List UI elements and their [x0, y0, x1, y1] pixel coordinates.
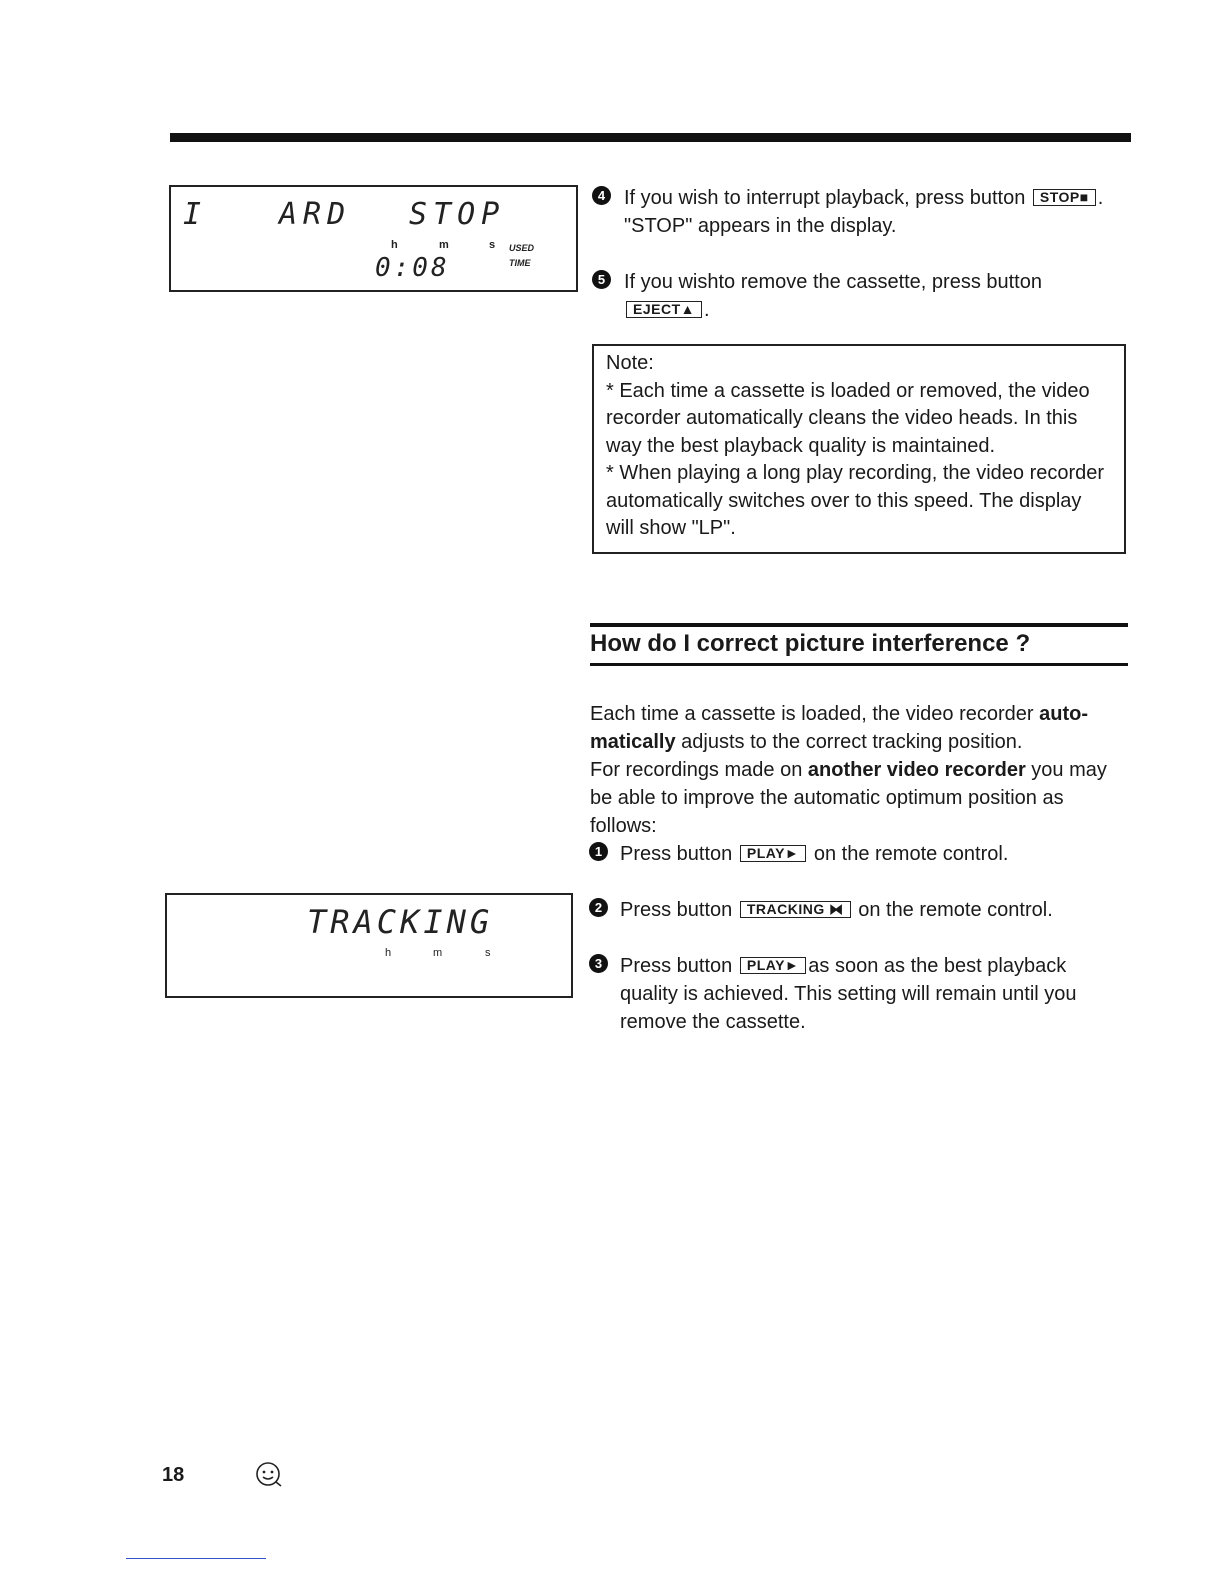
- step-number-badge: 4: [592, 186, 611, 205]
- note-paragraph-2: * When playing a long play recording, the video recorder automatically switches over to this speed. The display will show "LP".: [606, 462, 1105, 539]
- lcd-prefix: I: [183, 197, 208, 232]
- lcd-display-tracking: [165, 893, 573, 998]
- lcd-mode: ARD: [279, 197, 352, 232]
- lcd-counter: 0:08: [375, 253, 450, 283]
- smiley-icon: [254, 1460, 284, 1495]
- step-text: Press button: [620, 843, 733, 865]
- lcd-unit-m: m: [439, 239, 449, 251]
- step-2: [589, 896, 1129, 924]
- play-button-key: PLAY►: [740, 845, 806, 862]
- lcd-unit-h: h: [391, 239, 398, 251]
- step-4: [592, 184, 1132, 240]
- paragraph-2-bold: another video recorder: [807, 759, 1026, 781]
- lcd-unit-s: s: [485, 947, 491, 959]
- step-number-badge: 5: [592, 270, 611, 289]
- note-paragraph-1: * Each time a cassette is loaded or removed, the video recorder automatically cleans the video heads. In this way the best playback quality is maintained.: [606, 379, 1090, 457]
- lcd-time-label: TIME: [509, 258, 531, 268]
- paragraph-1-text-end: adjusts to the correct tracking position.: [675, 731, 1023, 753]
- step-text-end: .: [703, 299, 710, 321]
- note-heading: Note:: [606, 352, 654, 374]
- tracking-button-key: TRACKING ⧓: [740, 901, 851, 918]
- step-text-end: as soon as the best playback quality is achieved. This setting will remain until you remove the cassette.: [620, 955, 1077, 1033]
- lcd-tracking-text: TRACKING: [307, 903, 494, 941]
- footer-line: [126, 1558, 266, 1559]
- page-number: 18: [162, 1464, 185, 1486]
- section-title: How do I correct picture interference ?: [590, 630, 1031, 657]
- lcd-state: STOP: [409, 197, 506, 232]
- paragraph-1-text: Each time a cassette is loaded, the video recorder: [590, 703, 1040, 725]
- paragraph-1: [590, 700, 1130, 756]
- step-text: Press button: [620, 955, 733, 977]
- top-rule: [170, 133, 1131, 142]
- step-text-line2: "STOP" appears in the display.: [624, 215, 897, 237]
- paragraph-2: [590, 756, 1130, 840]
- paragraph-1-bold: auto-matically: [590, 703, 1089, 753]
- note-box: [592, 344, 1126, 554]
- eject-button-key: EJECT▲: [626, 301, 702, 318]
- step-1: [589, 840, 1129, 868]
- step-text: If you wishto remove the cassette, press button: [624, 271, 1042, 293]
- section-rule-top: [590, 623, 1128, 627]
- step-text-end: on the remote control.: [858, 899, 1053, 921]
- step-number-badge: 1: [589, 842, 608, 861]
- lcd-unit-h: h: [385, 947, 392, 959]
- paragraph-2-text: For recordings made on: [590, 759, 808, 781]
- lcd-used-label: USED: [509, 243, 535, 253]
- step-number-badge: 3: [589, 954, 608, 973]
- section-rule-bottom: [590, 663, 1128, 666]
- step-text-end: .: [1097, 187, 1104, 209]
- paragraph-2-text-end: you may be able to improve the automatic optimum position as follows:: [590, 759, 1107, 837]
- stop-button-key: STOP■: [1033, 189, 1096, 206]
- step-number-badge: 2: [589, 898, 608, 917]
- step-text-end: on the remote control.: [813, 843, 1009, 865]
- step-text: Press button: [620, 899, 733, 921]
- step-5: [592, 268, 1132, 324]
- play-button-key: PLAY►: [740, 957, 806, 974]
- step-3: [589, 952, 1129, 1036]
- lcd-unit-m: m: [433, 947, 443, 959]
- step-text: If you wish to interrupt playback, press button: [624, 187, 1026, 209]
- lcd-unit-s: s: [489, 239, 496, 251]
- section-body: [590, 700, 1130, 840]
- lcd-display-stop: [169, 185, 578, 292]
